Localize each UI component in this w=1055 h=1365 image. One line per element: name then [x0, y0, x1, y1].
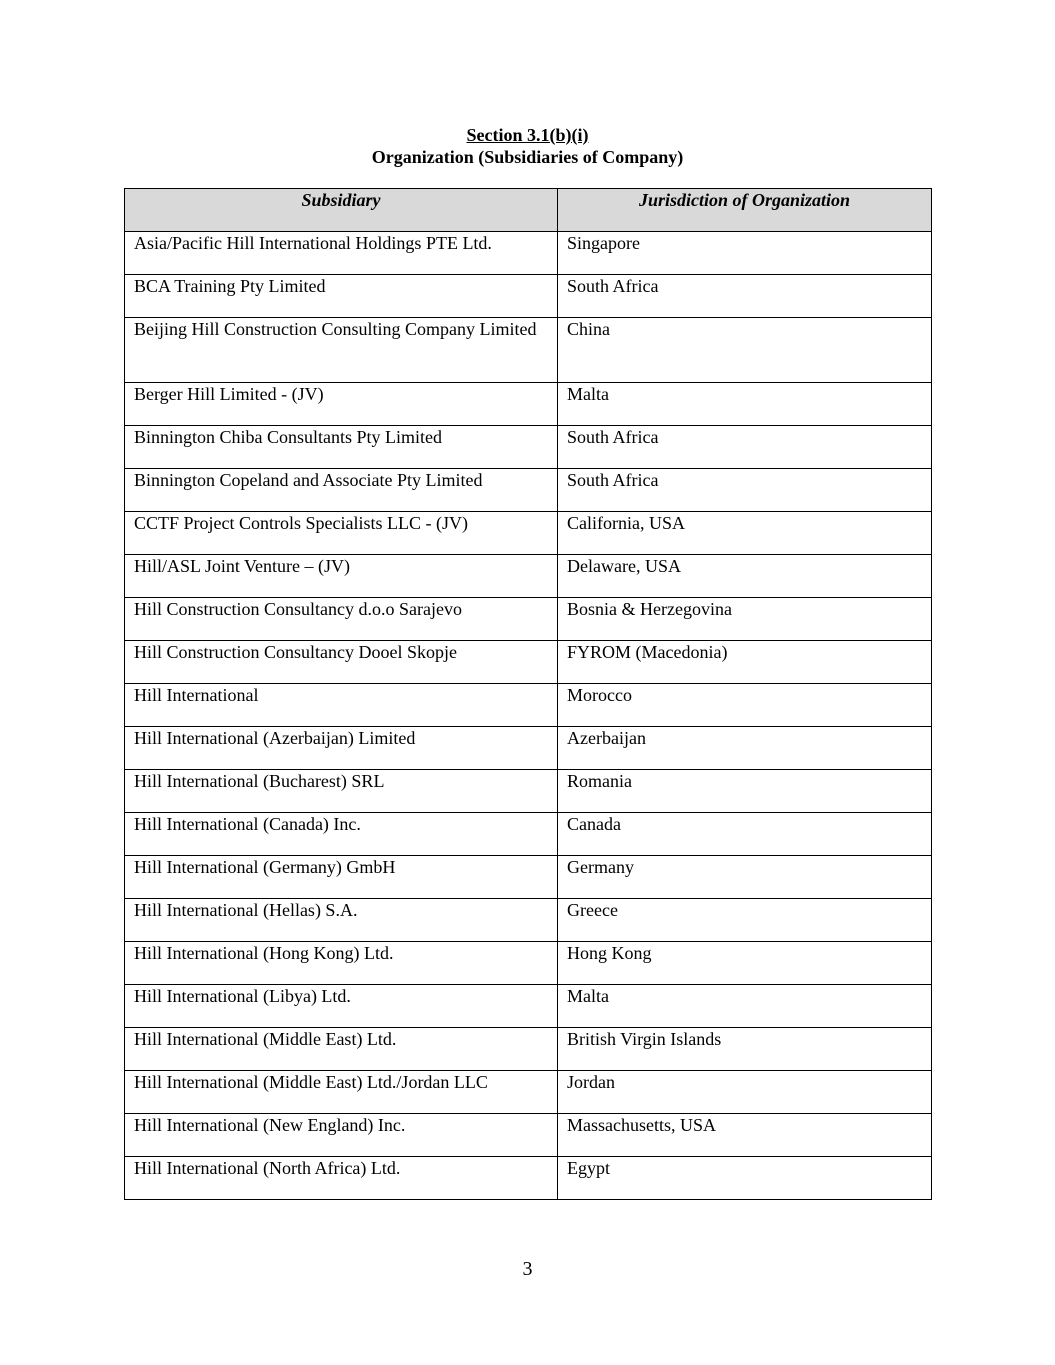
table-row — [125, 598, 932, 641]
table-row — [125, 275, 932, 318]
jurisdiction-cell: FYROM (Macedonia) — [558, 641, 932, 684]
section-number: Section 3.1(b)(i) — [466, 125, 589, 145]
table-row — [125, 469, 932, 512]
table-row — [125, 727, 932, 770]
table-row — [125, 942, 932, 985]
table-row — [125, 899, 932, 942]
table-row — [125, 684, 932, 727]
jurisdiction-cell: Canada — [558, 813, 932, 856]
jurisdiction-cell: China — [558, 318, 932, 383]
column-header-subsidiary: Subsidiary — [125, 189, 558, 232]
table-row — [125, 770, 932, 813]
table-row — [125, 232, 932, 275]
table-row — [125, 318, 932, 383]
table-row — [125, 383, 932, 426]
table-row — [125, 1028, 932, 1071]
subsidiary-cell: CCTF Project Controls Specialists LLC - (JV) — [125, 512, 558, 555]
table-row — [125, 1071, 932, 1114]
jurisdiction-cell: Delaware, USA — [558, 555, 932, 598]
jurisdiction-cell: Malta — [558, 383, 932, 426]
table-row — [125, 1157, 932, 1200]
subsidiary-cell: BCA Training Pty Limited — [125, 275, 558, 318]
jurisdiction-cell: California, USA — [558, 512, 932, 555]
subsidiary-cell: Hill International (Germany) GmbH — [125, 856, 558, 899]
subsidiary-cell: Hill/ASL Joint Venture – (JV) — [125, 555, 558, 598]
jurisdiction-cell: Egypt — [558, 1157, 932, 1200]
subsidiary-cell: Hill International (Libya) Ltd. — [125, 985, 558, 1028]
column-header-jurisdiction: Jurisdiction of Organization — [558, 189, 932, 232]
table-row — [125, 985, 932, 1028]
jurisdiction-cell: Morocco — [558, 684, 932, 727]
subsidiary-cell: Hill International — [125, 684, 558, 727]
jurisdiction-cell: Germany — [558, 856, 932, 899]
jurisdiction-cell: South Africa — [558, 469, 932, 512]
jurisdiction-cell: Jordan — [558, 1071, 932, 1114]
jurisdiction-cell: British Virgin Islands — [558, 1028, 932, 1071]
section-title: Organization (Subsidiaries of Company) — [371, 147, 684, 167]
subsidiary-cell: Binnington Copeland and Associate Pty Limited — [125, 469, 558, 512]
table-row — [125, 1114, 932, 1157]
subsidiary-cell: Asia/Pacific Hill International Holdings PTE Ltd. — [125, 232, 558, 275]
subsidiary-cell: Hill International (Middle East) Ltd. — [125, 1028, 558, 1071]
subsidiaries-table — [124, 188, 932, 1200]
subsidiary-cell: Hill International (Canada) Inc. — [125, 813, 558, 856]
table-row — [125, 813, 932, 856]
subsidiary-cell: Hill Construction Consultancy Dooel Skopje — [125, 641, 558, 684]
subsidiary-cell: Hill Construction Consultancy d.o.o Sarajevo — [125, 598, 558, 641]
table-row — [125, 641, 932, 684]
subsidiary-cell: Berger Hill Limited - (JV) — [125, 383, 558, 426]
subsidiary-cell: Hill International (New England) Inc. — [125, 1114, 558, 1157]
subsidiary-cell: Hill International (Middle East) Ltd./Jordan LLC — [125, 1071, 558, 1114]
jurisdiction-cell: Hong Kong — [558, 942, 932, 985]
jurisdiction-cell: Romania — [558, 770, 932, 813]
page-number: 3 — [522, 1258, 533, 1280]
subsidiary-cell: Hill International (Hong Kong) Ltd. — [125, 942, 558, 985]
subsidiary-cell: Hill International (Azerbaijan) Limited — [125, 727, 558, 770]
subsidiary-cell: Beijing Hill Construction Consulting Company Limited — [125, 318, 558, 383]
table-header-row — [125, 189, 932, 232]
subsidiary-cell: Hill International (Hellas) S.A. — [125, 899, 558, 942]
jurisdiction-cell: Bosnia & Herzegovina — [558, 598, 932, 641]
jurisdiction-cell: Malta — [558, 985, 932, 1028]
table-row — [125, 856, 932, 899]
subsidiary-cell: Hill International (North Africa) Ltd. — [125, 1157, 558, 1200]
table-row — [125, 426, 932, 469]
jurisdiction-cell: Massachusetts, USA — [558, 1114, 932, 1157]
jurisdiction-cell: South Africa — [558, 275, 932, 318]
subsidiary-cell: Hill International (Bucharest) SRL — [125, 770, 558, 813]
jurisdiction-cell: Singapore — [558, 232, 932, 275]
section-heading — [0, 124, 1055, 168]
jurisdiction-cell: Azerbaijan — [558, 727, 932, 770]
table-row — [125, 555, 932, 598]
jurisdiction-cell: Greece — [558, 899, 932, 942]
subsidiary-cell: Binnington Chiba Consultants Pty Limited — [125, 426, 558, 469]
table-row — [125, 512, 932, 555]
jurisdiction-cell: South Africa — [558, 426, 932, 469]
